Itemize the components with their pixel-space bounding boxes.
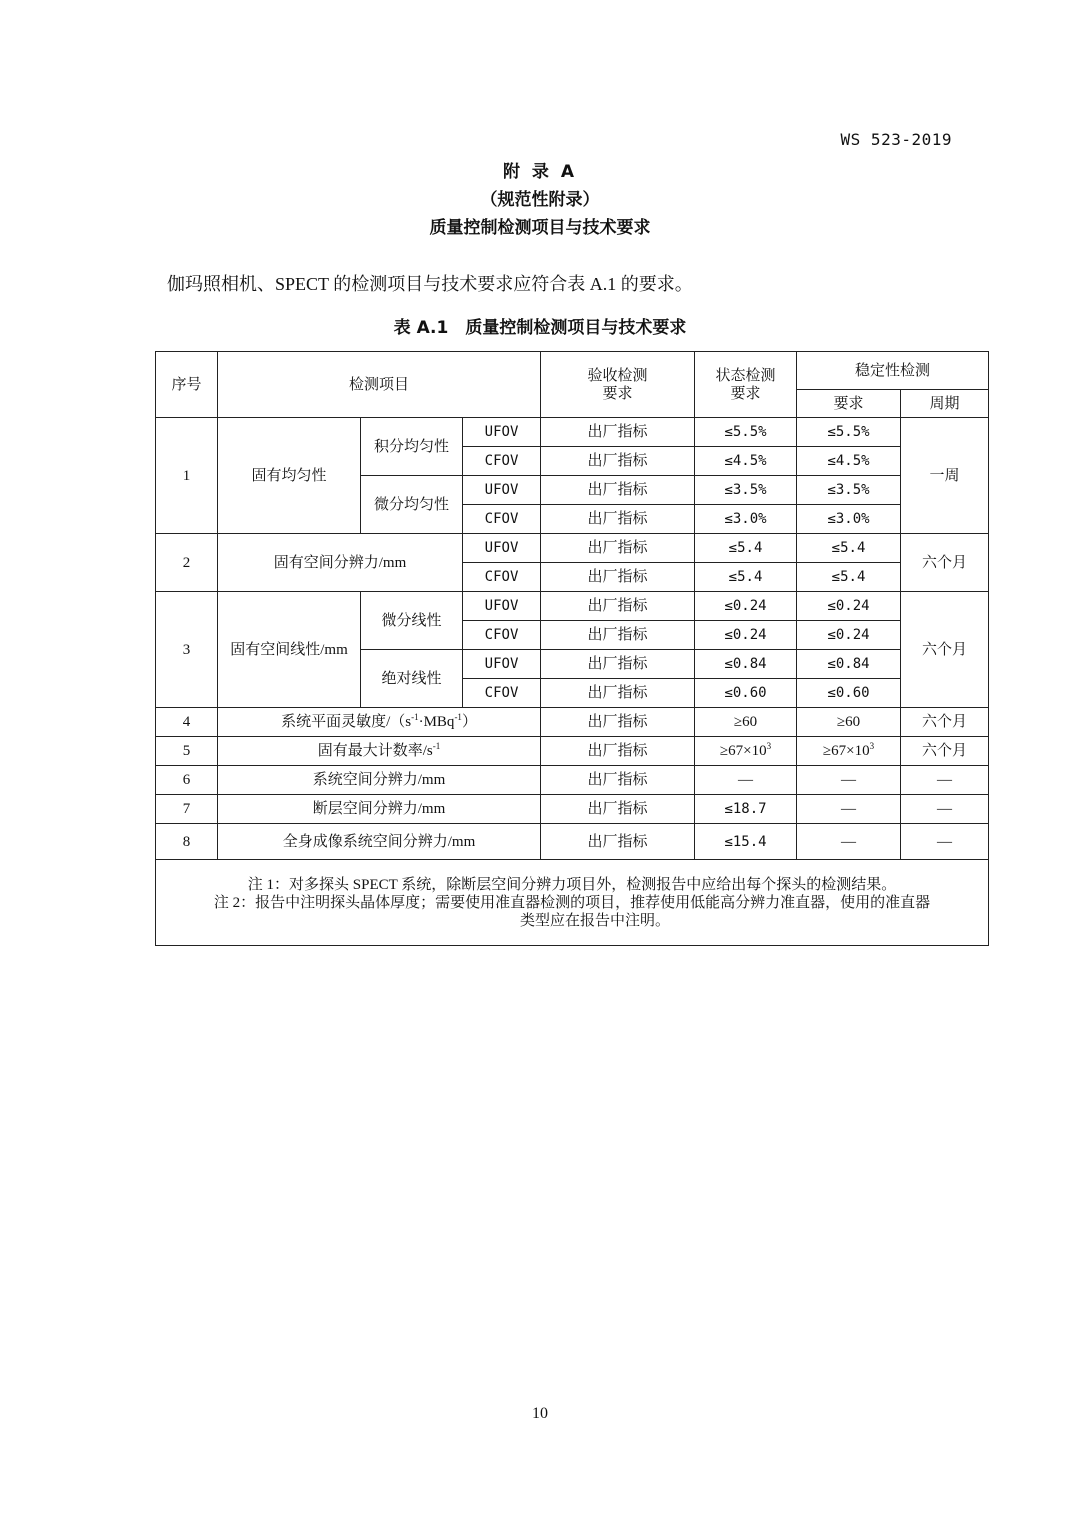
row-stability: — bbox=[797, 766, 901, 795]
row-fov: UFOV bbox=[463, 650, 541, 679]
row-no: 8 bbox=[156, 824, 218, 860]
row-acceptance: 出厂指标 bbox=[541, 766, 695, 795]
row-period: 六个月 bbox=[901, 708, 989, 737]
row-fov: CFOV bbox=[463, 563, 541, 592]
row-status: — bbox=[695, 766, 797, 795]
row-status-superscript: 3 bbox=[766, 741, 772, 751]
header-acceptance-l2: 要求 bbox=[602, 385, 633, 402]
row-acceptance: 出厂指标 bbox=[541, 534, 695, 563]
row-status: ≤15.4 bbox=[695, 824, 797, 860]
header-status-l1: 状态检测 bbox=[715, 367, 776, 384]
row-acceptance: 出厂指标 bbox=[541, 505, 695, 534]
row-acceptance: 出厂指标 bbox=[541, 679, 695, 708]
row-acceptance: 出厂指标 bbox=[541, 795, 695, 824]
row-status: ≤5.5% bbox=[695, 418, 797, 447]
row-item-text: ·MBq bbox=[418, 714, 455, 730]
table-row bbox=[156, 824, 989, 860]
row-status-text: ≥67×10 bbox=[719, 743, 767, 759]
row-status: ≤0.84 bbox=[695, 650, 797, 679]
row-stability: ≤0.24 bbox=[797, 592, 901, 621]
table-row bbox=[156, 766, 989, 795]
row-stability: ≤5.5% bbox=[797, 418, 901, 447]
row-subitem: 微分均匀性 bbox=[361, 476, 463, 534]
header-status-l2: 要求 bbox=[730, 385, 761, 402]
row-fov: UFOV bbox=[463, 418, 541, 447]
row-fov: CFOV bbox=[463, 447, 541, 476]
row-status: ≤4.5% bbox=[695, 447, 797, 476]
row-status: ≤3.0% bbox=[695, 505, 797, 534]
row-fov: UFOV bbox=[463, 476, 541, 505]
table-caption: 表 A.1 质量控制检测项目与技术要求 bbox=[393, 318, 687, 338]
row-acceptance: 出厂指标 bbox=[541, 476, 695, 505]
header-status bbox=[695, 352, 797, 418]
note-1: 注 1：对多探头 SPECT 系统，除断层空间分辨力项目外，检测报告中应给出每个探头的检测结果。 bbox=[247, 876, 897, 893]
row-status bbox=[695, 737, 797, 766]
header-acceptance bbox=[541, 352, 695, 418]
table-notes bbox=[156, 860, 989, 946]
appendix-title: 质量控制检测项目与技术要求 bbox=[429, 218, 651, 238]
row-period: — bbox=[901, 795, 989, 824]
header-item: 检测项目 bbox=[218, 352, 541, 418]
note-2-continuation: 类型应在报告中注明。 bbox=[520, 912, 671, 929]
row-no: 5 bbox=[156, 737, 218, 766]
row-fov: CFOV bbox=[463, 505, 541, 534]
row-period: — bbox=[901, 766, 989, 795]
row-stability: ≤4.5% bbox=[797, 447, 901, 476]
row-no: 7 bbox=[156, 795, 218, 824]
header-stability-req: 要求 bbox=[797, 390, 901, 418]
table-notes-row bbox=[156, 860, 989, 946]
table-row bbox=[156, 418, 989, 447]
row-no: 2 bbox=[156, 534, 218, 592]
row-item: 固有空间分辨力/mm bbox=[218, 534, 463, 592]
row-fov: UFOV bbox=[463, 534, 541, 563]
row-period: 六个月 bbox=[901, 737, 989, 766]
row-no: 3 bbox=[156, 592, 218, 708]
row-stability: ≥60 bbox=[797, 708, 901, 737]
row-acceptance: 出厂指标 bbox=[541, 447, 695, 476]
row-acceptance: 出厂指标 bbox=[541, 418, 695, 447]
page-number: 10 bbox=[532, 1405, 548, 1422]
header-acceptance-l1: 验收检测 bbox=[587, 367, 648, 384]
header-stability-period: 周期 bbox=[901, 390, 989, 418]
row-item-text: 系统平面灵敏度/（s bbox=[281, 714, 412, 730]
row-item bbox=[218, 708, 541, 737]
header-stability: 稳定性检测 bbox=[797, 352, 989, 390]
appendix-type: （规范性附录） bbox=[480, 190, 600, 210]
row-status: ≤0.24 bbox=[695, 592, 797, 621]
row-status: ≤0.60 bbox=[695, 679, 797, 708]
row-item-text: ） bbox=[461, 714, 477, 730]
row-item-text: 固有最大计数率/s bbox=[317, 743, 433, 759]
spec-table bbox=[155, 351, 989, 946]
row-stability-superscript: 3 bbox=[869, 741, 875, 751]
row-item bbox=[218, 737, 541, 766]
row-acceptance: 出厂指标 bbox=[541, 824, 695, 860]
row-item: 断层空间分辨力/mm bbox=[218, 795, 541, 824]
row-period: 一周 bbox=[901, 418, 989, 534]
row-no: 6 bbox=[156, 766, 218, 795]
row-stability: — bbox=[797, 824, 901, 860]
row-subitem: 积分均匀性 bbox=[361, 418, 463, 476]
row-item-superscript: -1 bbox=[432, 741, 441, 751]
row-status: ≤3.5% bbox=[695, 476, 797, 505]
row-period: — bbox=[901, 824, 989, 860]
row-status: ≤5.4 bbox=[695, 534, 797, 563]
row-status: ≤18.7 bbox=[695, 795, 797, 824]
row-stability: ≤0.84 bbox=[797, 650, 901, 679]
table-row bbox=[156, 708, 989, 737]
row-item: 系统空间分辨力/mm bbox=[218, 766, 541, 795]
table-row bbox=[156, 592, 989, 621]
row-stability: ≤0.60 bbox=[797, 679, 901, 708]
row-fov: CFOV bbox=[463, 621, 541, 650]
row-fov: UFOV bbox=[463, 592, 541, 621]
row-subitem: 绝对线性 bbox=[361, 650, 463, 708]
table-row bbox=[156, 737, 989, 766]
row-acceptance: 出厂指标 bbox=[541, 650, 695, 679]
document-number: WS 523-2019 bbox=[840, 130, 952, 149]
table-row bbox=[156, 534, 989, 563]
row-stability: ≤5.4 bbox=[797, 563, 901, 592]
row-stability: ≤0.24 bbox=[797, 621, 901, 650]
appendix-label: 附 录 A bbox=[503, 162, 577, 182]
row-acceptance: 出厂指标 bbox=[541, 592, 695, 621]
row-item: 全身成像系统空间分辨力/mm bbox=[218, 824, 541, 860]
row-status: ≤5.4 bbox=[695, 563, 797, 592]
row-stability: — bbox=[797, 795, 901, 824]
row-stability bbox=[797, 737, 901, 766]
row-status: ≥60 bbox=[695, 708, 797, 737]
row-stability: ≤5.4 bbox=[797, 534, 901, 563]
row-period: 六个月 bbox=[901, 534, 989, 592]
row-no: 4 bbox=[156, 708, 218, 737]
header-no: 序号 bbox=[156, 352, 218, 418]
row-stability: ≤3.0% bbox=[797, 505, 901, 534]
row-status: ≤0.24 bbox=[695, 621, 797, 650]
row-item: 固有空间线性/mm bbox=[218, 592, 361, 708]
row-item: 固有均匀性 bbox=[218, 418, 361, 534]
row-period: 六个月 bbox=[901, 592, 989, 708]
row-stability-text: ≥67×10 bbox=[822, 743, 870, 759]
table-row bbox=[156, 795, 989, 824]
table-header-row bbox=[156, 352, 989, 390]
row-item-superscript: -1 bbox=[411, 712, 419, 722]
note-2: 注 2：报告中注明探头晶体厚度；需要使用准直器检测的项目，推荐使用低能高分辨力准直器，使用的准直器 bbox=[213, 894, 931, 911]
row-acceptance: 出厂指标 bbox=[541, 737, 695, 766]
row-item-superscript: -1 bbox=[454, 712, 462, 722]
row-acceptance: 出厂指标 bbox=[541, 563, 695, 592]
row-acceptance: 出厂指标 bbox=[541, 621, 695, 650]
intro-paragraph: 伽玛照相机、SPECT 的检测项目与技术要求应符合表 A.1 的要求。 bbox=[167, 274, 693, 294]
row-subitem: 微分线性 bbox=[361, 592, 463, 650]
row-fov: CFOV bbox=[463, 679, 541, 708]
row-stability: ≤3.5% bbox=[797, 476, 901, 505]
row-acceptance: 出厂指标 bbox=[541, 708, 695, 737]
row-no: 1 bbox=[156, 418, 218, 534]
